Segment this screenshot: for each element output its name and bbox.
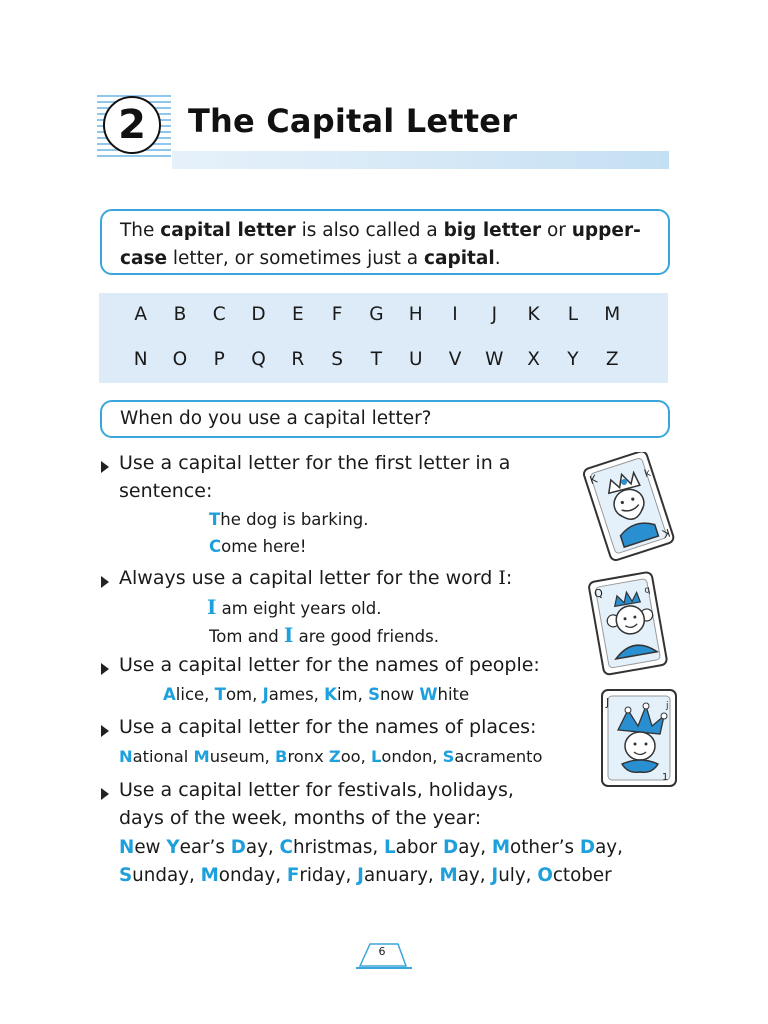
king-card-top-label: K (588, 472, 599, 488)
letter: P (213, 349, 225, 370)
jack-card-illustration (596, 686, 684, 792)
question-text: When do you use a capital letter? (120, 408, 432, 429)
jack-card-top-label: J (606, 696, 610, 709)
letter: V (448, 349, 462, 370)
rule-1-example-2: Come here! (209, 537, 307, 556)
letter: F (331, 304, 343, 325)
alphabet-row-1 (121, 304, 632, 325)
king-card-bottom-label: K (660, 525, 672, 541)
letter: O (172, 349, 188, 370)
jack-card-side-label: j (666, 701, 669, 711)
letter: X (527, 349, 540, 370)
rule-3-example: Alice, Tom, James, Kim, Snow White (163, 685, 470, 704)
letter: U (408, 349, 423, 370)
queen-card-top-label: Q (593, 586, 604, 601)
rule-5-example-2: Sunday, Monday, Friday, January, May, July, October (119, 865, 612, 886)
rule-1-example-1: The dog is barking. (209, 510, 369, 529)
question-box (100, 400, 670, 438)
letter: J (491, 304, 498, 325)
queen-card-illustration (580, 570, 680, 678)
letter: I (452, 304, 458, 325)
alphabet-row-2 (121, 349, 632, 370)
alphabet-panel (99, 293, 668, 383)
bullet-arrow-icon (100, 575, 114, 589)
rule-5-line-1: Use a capital letter for festivals, holidays, (119, 779, 514, 801)
letter: C (212, 304, 226, 325)
rule-4-line-1: Use a capital letter for the names of places: (119, 716, 537, 738)
bullet-arrow-icon (100, 460, 114, 474)
letter: T (370, 349, 383, 370)
letter: E (291, 304, 304, 325)
intro-line-1: The capital letter is also called a big letter or upper- (120, 220, 641, 241)
jack-card-bottom-label: 1 (662, 772, 669, 783)
rule-1-line-1: Use a capital letter for the first letter in a (119, 452, 511, 474)
page-title: The Capital Letter (188, 102, 518, 140)
king-card-illustration (572, 452, 684, 562)
bullet-arrow-icon (100, 724, 114, 738)
letter: N (133, 349, 148, 370)
letter: S (331, 349, 343, 370)
rule-2-example-1: I am eight years old. (207, 595, 382, 619)
letter: G (369, 304, 384, 325)
intro-definition-box (100, 209, 670, 275)
letter: Y (567, 349, 579, 370)
letter: W (485, 349, 504, 370)
letter: L (567, 304, 579, 325)
intro-line-2: case letter, or sometimes just a capital. (120, 248, 501, 269)
letter: H (408, 304, 423, 325)
chapter-number: 2 (118, 102, 146, 148)
letter: Z (605, 349, 619, 370)
letter: R (291, 349, 305, 370)
letter: K (527, 304, 540, 325)
page-number: 6 (378, 945, 386, 958)
letter: B (173, 304, 187, 325)
rule-2-line-1: Always use a capital letter for the word I: (119, 567, 513, 589)
rule-1-line-2: sentence: (119, 480, 213, 502)
rule-5-line-2: days of the week, months of the year: (119, 807, 482, 829)
queen-card-side-label: q (643, 585, 651, 596)
king-card-side-label: k (643, 467, 653, 480)
letter: M (604, 304, 621, 325)
rule-2-example-2: Tom and I are good friends. (209, 623, 439, 647)
rule-5-example-1: New Year’s Day, Christmas, Labor Day, Mother’s Day, (119, 837, 623, 858)
letter: A (134, 304, 147, 325)
bullet-arrow-icon (100, 787, 114, 801)
bullet-arrow-icon (100, 662, 114, 676)
letter: Q (251, 349, 266, 370)
letter: D (251, 304, 266, 325)
rule-4-example: National Museum, Bronx Zoo, London, Sacramento (119, 747, 543, 766)
rule-3-line-1: Use a capital letter for the names of people: (119, 654, 540, 676)
title-underline-bar (172, 151, 669, 169)
